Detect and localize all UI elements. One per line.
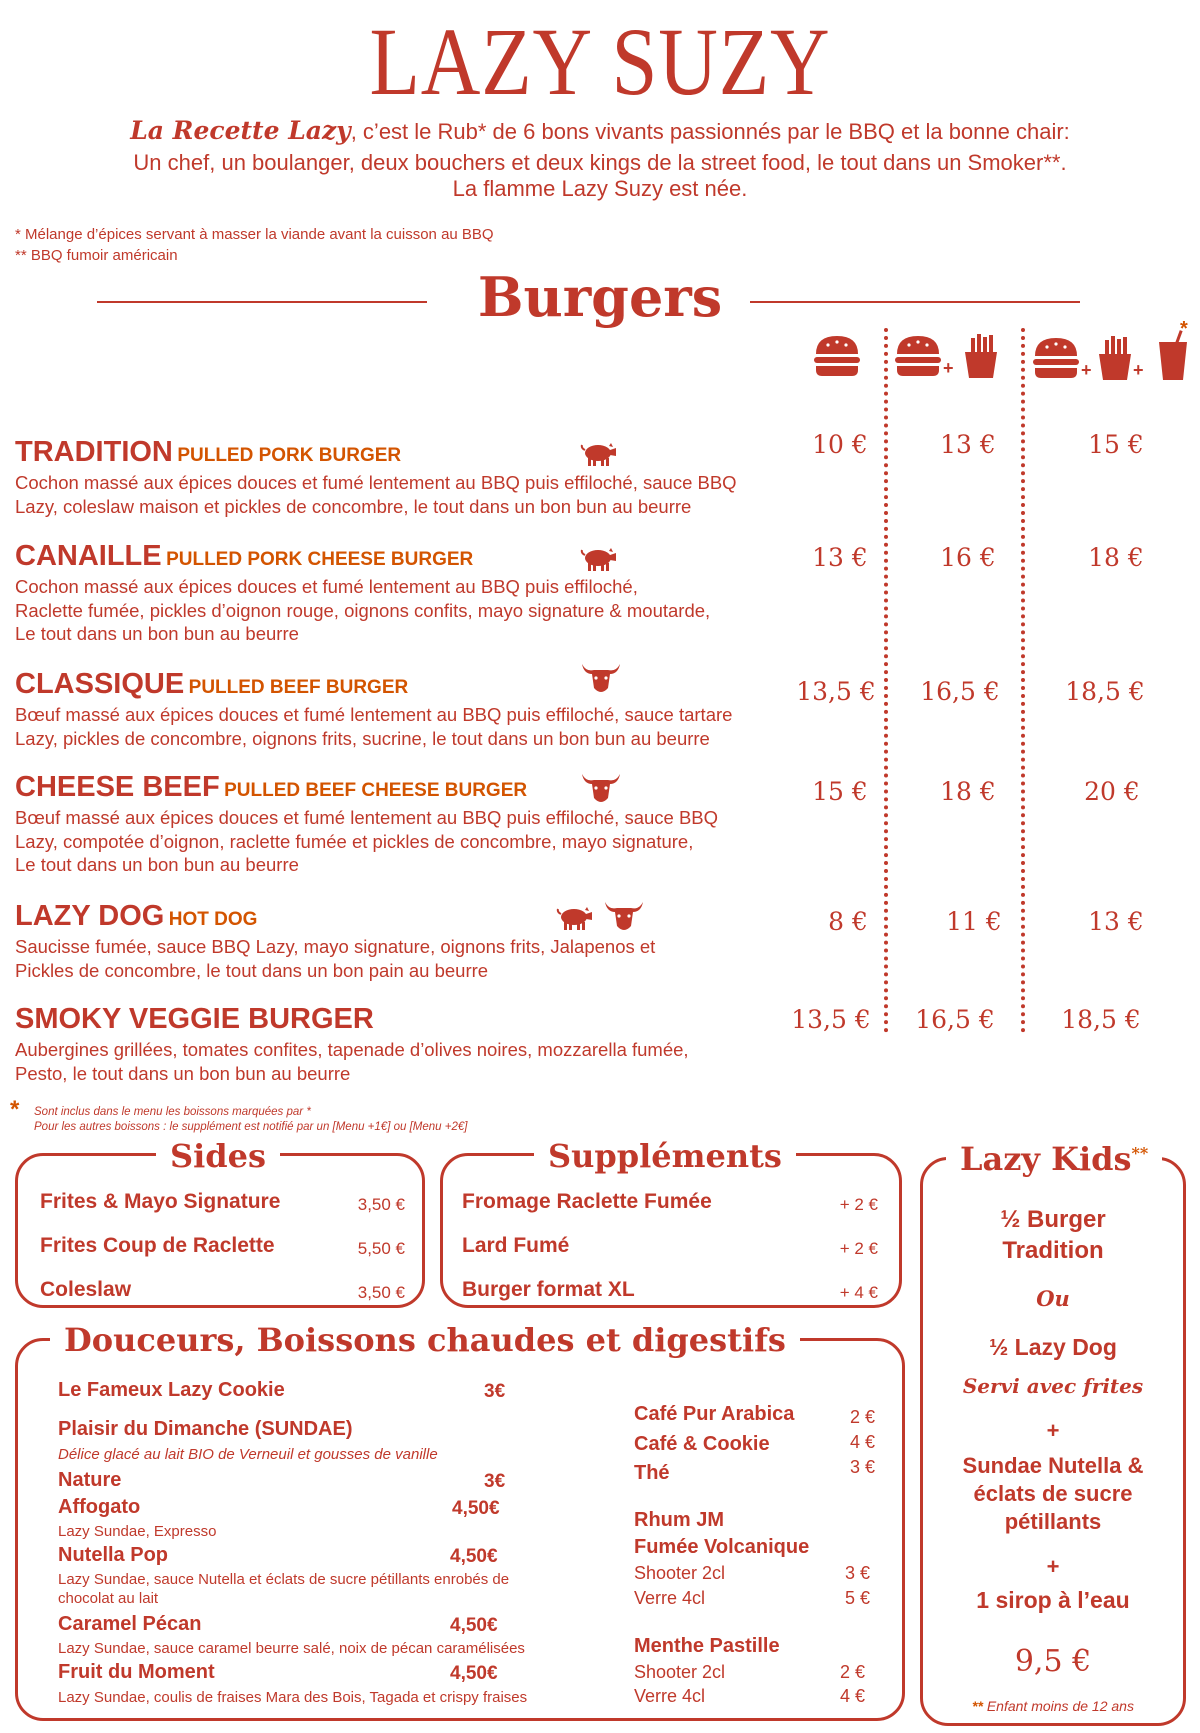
digestif-price: 2 € <box>840 1662 866 1682</box>
burger-desc-line: Le tout dans un bon bun au beurre <box>15 623 299 644</box>
burger-name: TRADITION <box>15 436 173 468</box>
dessert-name: Affogato <box>58 1496 141 1518</box>
burger-desc-line: Bœuf massé aux épices douces et fumé lentement au BBQ puis effiloché, sauce BBQ <box>15 807 719 828</box>
burger-item <box>15 542 473 571</box>
drink-name: Thé <box>634 1462 670 1484</box>
kids-line: ½ Burger <box>1000 1206 1106 1233</box>
drink-name: Café & Cookie <box>634 1433 770 1455</box>
burgers-title: Burgers <box>477 265 723 329</box>
burger-footnote-line: Sont inclus dans le menu les boissons marquées par * <box>34 1106 311 1118</box>
digestif-size: Verre 4cl <box>634 1588 706 1608</box>
price-menu-drink: 20 € <box>1084 777 1140 806</box>
burger-subtitle: PULLED BEEF CHEESE BURGER <box>224 780 528 801</box>
digestif-size: Shooter 2cl <box>634 1563 726 1583</box>
kids-dessert <box>920 1452 1186 1536</box>
burger-description <box>15 1038 805 1085</box>
burger-desc-line: Cochon massé aux épices douces et fumé lentement au BBQ puis effiloché, sauce BBQ <box>15 472 737 493</box>
dessert-description: Délice glacé au lait BIO de Verneuil et gousses de vanille <box>58 1446 438 1463</box>
supplement-item-price: + 2 € <box>839 1195 878 1214</box>
footnote-rub: * Mélange d’épices servant à masser la viande avant la cuisson au BBQ <box>15 226 494 243</box>
price-menu-drink: 18,5 € <box>1065 677 1145 706</box>
burger-item <box>15 438 401 467</box>
pig-icon <box>580 547 616 571</box>
kids-option-2: ½ Lazy Dog <box>989 1334 1117 1360</box>
intro-line-1 <box>0 118 1200 145</box>
drink-price: 3 € <box>850 1457 876 1477</box>
kids-note-stars: ** <box>972 1698 983 1714</box>
dessert-price: 4,50€ <box>450 1663 498 1684</box>
burger-description <box>15 575 805 646</box>
kids-title-text: Lazy Kids <box>960 1140 1132 1178</box>
price-menu: 16,5 € <box>920 677 1000 706</box>
kids-price: 9,5 € <box>1014 1644 1092 1679</box>
dessert-name: Le Fameux Lazy Cookie <box>58 1379 285 1401</box>
supplement-item-label: Burger format XL <box>462 1278 635 1301</box>
dessert-description: Lazy Sundae, sauce caramel beurre salé, noix de pécan caramélisées <box>58 1640 525 1657</box>
price-menu-drink: 15 € <box>1088 430 1144 459</box>
burger-name: CLASSIQUE <box>15 668 185 700</box>
drink-price: 2 € <box>850 1407 876 1427</box>
supplement-item-label: Fromage Raclette Fumée <box>462 1190 712 1213</box>
kids-line: pétillants <box>1004 1509 1102 1534</box>
pig-icon <box>580 442 616 466</box>
burger-fries-icon <box>893 334 1018 378</box>
kids-line: Sundae Nutella & <box>962 1453 1144 1478</box>
burger-description <box>15 935 805 982</box>
intro-line-3: La flamme Lazy Suzy est née. <box>452 176 748 201</box>
burger-desc-line: Lazy, pickles de concombre, oignons frits, sucrine, le tout dans un bon bun au beurre <box>15 727 710 749</box>
side-item-price: 5,50 € <box>357 1239 405 1258</box>
cow-icon <box>603 898 645 934</box>
drink-price: 4 € <box>850 1432 876 1452</box>
price-menu: 18 € <box>940 777 996 806</box>
price-burger: 15 € <box>812 777 868 806</box>
dessert-price: 4,50€ <box>450 1615 498 1636</box>
burger-description <box>15 703 805 750</box>
price-menu: 11 € <box>946 907 1002 936</box>
kids-line: éclats de sucre <box>973 1481 1133 1506</box>
burger-desc-line: Cochon massé aux épices douces et fumé lentement au BBQ puis effiloché, <box>15 576 638 597</box>
burger-name: CHEESE BEEF <box>15 771 220 803</box>
dessert-name: Caramel Pécan <box>58 1613 202 1635</box>
burger-subtitle: HOT DOG <box>168 909 258 930</box>
kids-title-stars: ** <box>1131 1143 1149 1163</box>
side-item-price: 3,50 € <box>357 1283 405 1302</box>
pig-icon <box>556 906 592 930</box>
burger-icon <box>812 334 862 378</box>
price-menu: 16,5 € <box>915 1005 995 1034</box>
dessert-price: 3€ <box>484 1381 506 1402</box>
price-menu: 13 € <box>940 430 996 459</box>
kids-option-1 <box>920 1204 1186 1266</box>
drink-star: * <box>1180 318 1188 340</box>
burger-desc-line: Pickles de concombre, le tout dans un bon pain au beurre <box>15 959 489 981</box>
burger-description <box>15 471 805 518</box>
kids-line: Tradition <box>1002 1237 1104 1264</box>
digestif-price: 5 € <box>845 1588 871 1608</box>
dessert-price: 3€ <box>484 1471 506 1492</box>
kids-note <box>920 1698 1186 1714</box>
intro-script-brand: La Recette Lazy <box>130 116 351 145</box>
dessert-description: Lazy Sundae, coulis de fraises Mara des Bois, Tagada et crispy fraises <box>58 1689 528 1706</box>
dessert-name: Nutella Pop <box>58 1544 169 1566</box>
kids-note-text: Enfant moins de 12 ans <box>986 1698 1134 1714</box>
dessert-name: Nature <box>58 1469 122 1491</box>
svg-text:+: + <box>1133 360 1144 380</box>
burger-item <box>15 1005 374 1034</box>
digestif-price: 4 € <box>840 1686 866 1706</box>
price-burger: 13,5 € <box>791 1005 871 1034</box>
divider-left <box>97 301 427 303</box>
drink-name: Café Pur Arabica <box>634 1403 795 1425</box>
burger-desc-line: Saucisse fumée, sauce BBQ Lazy, mayo signature, oignons frits, Jalapenos et <box>15 936 656 957</box>
dessert-price: 4,50€ <box>452 1498 500 1519</box>
footnote-star: * <box>10 1096 20 1123</box>
price-menu-drink: 18,5 € <box>1061 1005 1141 1034</box>
side-item-label: Frites & Mayo Signature <box>40 1190 281 1213</box>
restaurant-title: LAZY SUZY <box>369 8 831 115</box>
dessert-description: Lazy Sundae, Expresso <box>58 1523 217 1540</box>
burger-footnote-line: Pour les autres boissons : le supplément est notifié par un [Menu +1€] ou [Menu +2€] <box>34 1121 468 1133</box>
price-burger: 10 € <box>812 430 868 459</box>
price-burger: 8 € <box>828 907 868 936</box>
digestif-price: 3 € <box>845 1563 871 1583</box>
burger-desc-line: Aubergines grillées, tomates confites, tapenade d’olives noires, mozzarella fumée, <box>15 1039 689 1060</box>
burger-subtitle: PULLED PORK CHEESE BURGER <box>166 549 474 570</box>
supplement-item-label: Lard Fumé <box>462 1234 570 1257</box>
burger-desc-line: Pesto, le tout dans un bon bun au beurre <box>15 1062 351 1084</box>
burger-name: LAZY DOG <box>15 900 165 932</box>
kids-plus: + <box>1046 1418 1060 1443</box>
price-burger: 13,5 € <box>796 677 876 706</box>
burger-desc-line: Lazy, coleslaw maison et pickles de concombre, le tout dans un bon bun au beurre <box>15 495 692 517</box>
intro-line-1-text: , c’est le Rub* de 6 bons vivants passionnés par le BBQ et la bonne chair: <box>350 119 1070 144</box>
svg-text:+: + <box>1081 360 1092 380</box>
supplement-item-price: + 4 € <box>839 1283 878 1302</box>
cow-icon <box>580 770 622 806</box>
burger-item <box>15 902 257 931</box>
svg-text:+: + <box>943 358 954 378</box>
burger-desc-line: Raclette fumée, pickles d’oignon rouge, oignons confits, mayo signature & moutarde, <box>15 599 711 621</box>
digestif-size: Verre 4cl <box>634 1686 706 1706</box>
digestif-name: Fumée Volcanique <box>634 1536 810 1558</box>
burger-subtitle: PULLED PORK BURGER <box>177 445 402 466</box>
cow-icon <box>580 660 622 696</box>
dessert-desc-line: chocolat au lait <box>58 1590 159 1607</box>
burger-name: CANAILLE <box>15 540 162 572</box>
footnote-smoker: ** BBQ fumoir américain <box>15 247 178 264</box>
dessert-name: Fruit du Moment <box>58 1661 215 1683</box>
burger-description <box>15 806 805 877</box>
burger-desc-line: Le tout dans un bon bun au beurre <box>15 854 299 875</box>
burger-desc-line: Lazy, compotée d’oignon, raclette fumée et pickles de concombre, mayo signature, <box>15 830 694 852</box>
dessert-name: Plaisir du Dimanche (SUNDAE) <box>58 1418 353 1440</box>
supplements-title: Suppléments <box>534 1140 796 1172</box>
price-menu-drink: 18 € <box>1088 543 1144 572</box>
price-menu-drink: 13 € <box>1088 907 1144 936</box>
kids-title <box>946 1140 1162 1178</box>
burger-item <box>15 670 408 699</box>
supplement-item-price: + 2 € <box>839 1239 878 1258</box>
burger-item <box>15 773 527 802</box>
kids-plus: + <box>1046 1554 1060 1579</box>
burger-name: SMOKY VEGGIE BURGER <box>15 1003 374 1035</box>
side-item-price: 3,50 € <box>357 1195 405 1214</box>
kids-or: Ou <box>1036 1286 1070 1311</box>
kids-drink: 1 sirop à l’eau <box>976 1587 1130 1613</box>
burger-desc-line: Bœuf massé aux épices douces et fumé lentement au BBQ puis effiloché, sauce tartare <box>15 704 733 725</box>
side-item-label: Frites Coup de Raclette <box>40 1234 275 1257</box>
intro-line-2: Un chef, un boulanger, deux bouchers et deux kings de la street food, le tout dans un Smoker**. <box>133 150 1067 175</box>
divider-right <box>750 301 1080 303</box>
digestif-size: Shooter 2cl <box>634 1662 726 1682</box>
side-item-label: Coleslaw <box>40 1278 132 1301</box>
kids-served: Servi avec frites <box>962 1374 1144 1398</box>
dessert-description <box>58 1570 509 1608</box>
desserts-title: Douceurs, Boissons chaudes et digestifs <box>50 1324 800 1356</box>
burger-subtitle: PULLED BEEF BURGER <box>188 677 409 698</box>
dessert-price: 4,50€ <box>450 1546 498 1567</box>
burger-fries-drink-icon <box>1031 322 1196 380</box>
price-menu: 16 € <box>940 543 996 572</box>
digestif-name: Rhum JM <box>634 1509 724 1531</box>
burger-footnote <box>34 1105 467 1135</box>
sides-title: Sides <box>156 1140 280 1172</box>
price-burger: 13 € <box>812 543 868 572</box>
dessert-desc-line: Lazy Sundae, sauce Nutella et éclats de sucre pétillants enrobés de <box>58 1571 510 1588</box>
digestif-name: Menthe Pastille <box>634 1635 780 1657</box>
